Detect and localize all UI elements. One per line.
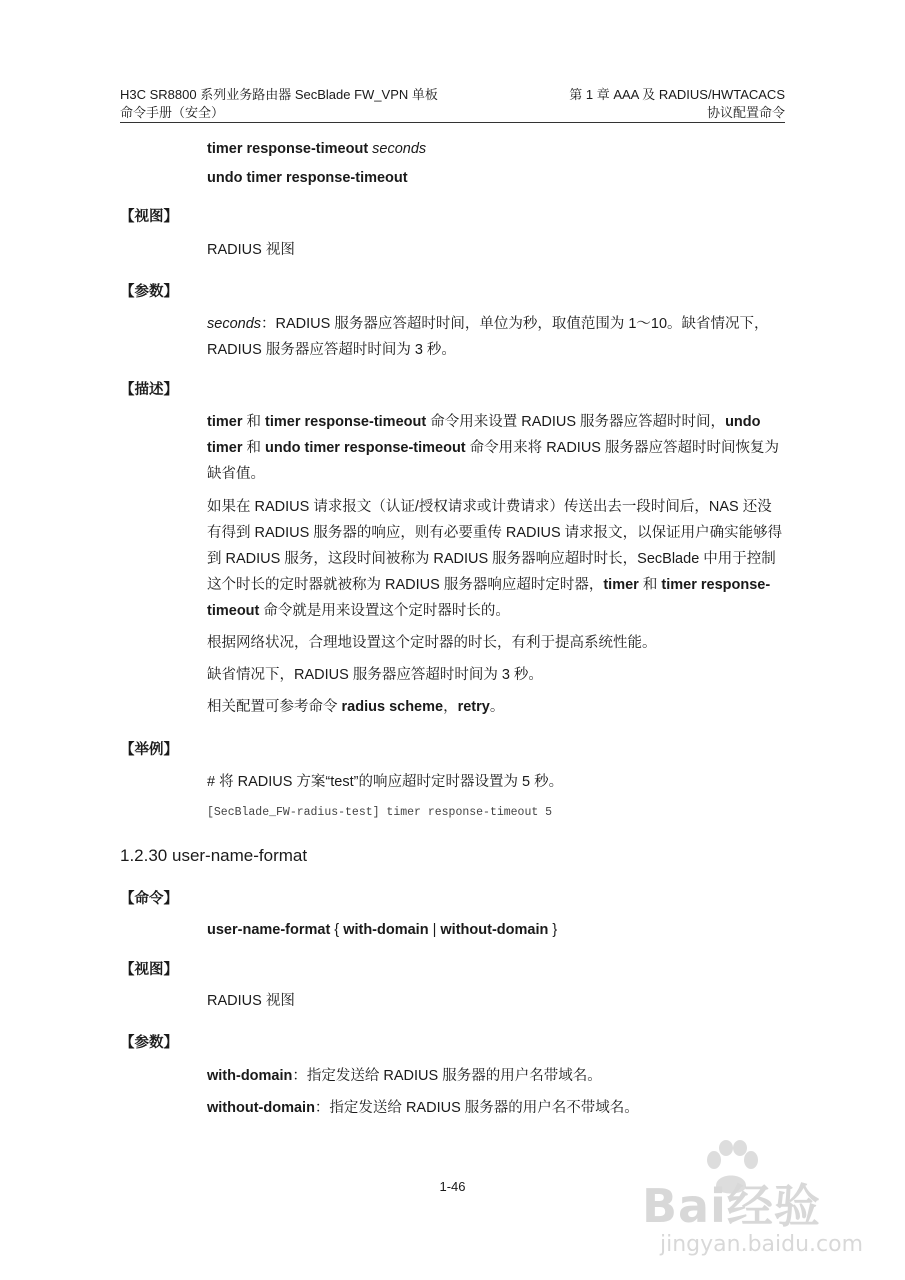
example-heading: 【举例】 (120, 742, 178, 758)
text: } (548, 922, 558, 938)
description-heading: 【描述】 (120, 382, 178, 398)
text: 。 (489, 699, 505, 715)
text: 相关配置可参考命令 (207, 699, 342, 715)
text: 如果在 RADIUS 请求报文（认证/授权请求或计费请求）传送出去一段时间后，NAS 还没有得到 RADIUS 服务器的响应，则有必要重传 RADIUS 请求报文，以保证用户确实能够得到 RADIUS 服务，这段时间被称为 RADIUS 服务器响应超时时长，SecBlade 中用于控制这个时长的定时器就被称为 RADIUS 服务器响应超时定时器， (207, 499, 783, 593)
command-heading: 【命令】 (120, 891, 178, 907)
keyword-user-name-format: user-name-format (207, 922, 331, 938)
keyword-undo-timer-response-timeout: undo timer response-timeout (265, 440, 466, 456)
keyword-with-domain: with-domain (207, 1068, 293, 1084)
keyword-timer: timer (207, 414, 243, 430)
text: { (330, 922, 344, 938)
example-code: [SecBlade_FW-radius-test] timer response-timeout 5 (207, 806, 553, 819)
view-value: RADIUS 视图 (207, 242, 295, 258)
command-argument: seconds (372, 141, 427, 157)
keyword-undo-timer: undo timer (207, 414, 761, 456)
parameter-description (207, 311, 785, 363)
text: ， (443, 699, 458, 715)
text: ：指定发送给 RADIUS 服务器的用户名带域名。 (292, 1068, 602, 1084)
text: ：指定发送给 RADIUS 服务器的用户名不带域名。 (314, 1100, 639, 1116)
undo-command: undo timer response-timeout (207, 170, 408, 186)
description-paragraph-1 (207, 409, 785, 487)
parameter-without-domain (207, 1098, 639, 1119)
parameter-name: seconds (207, 316, 262, 332)
view-heading: 【视图】 (120, 209, 178, 225)
keyword-timer: timer (603, 577, 639, 593)
command-syntax (207, 920, 557, 941)
example-comment: # 将 RADIUS 方案“test”的响应超时定时器设置为 5 秒。 (207, 774, 564, 790)
keyword-retry: retry (457, 699, 490, 715)
parameters-heading-2: 【参数】 (120, 1035, 178, 1051)
text: 和 (638, 577, 662, 593)
parameters-heading: 【参数】 (120, 284, 178, 300)
header-right-line2: 协议配置命令 (706, 105, 785, 120)
view-heading-2: 【视图】 (120, 962, 178, 978)
header-left-line2: 命令手册（安全） (120, 105, 225, 120)
watermark-url: jingyan.baidu.com (660, 1232, 864, 1257)
keyword-timer-response-timeout: timer response-timeout (265, 414, 427, 430)
keyword-timer-response-timeout: timer response-timeout (207, 577, 771, 619)
header-left-line1: H3C SR8800 系列业务路由器 SecBlade FW_VPN 单板 (120, 87, 438, 102)
keyword-radius-scheme: radius scheme (341, 699, 444, 715)
header-rule (120, 122, 785, 123)
watermark-brand: Bai经验 (642, 1179, 821, 1233)
keyword-with-domain: with-domain (343, 922, 429, 938)
view-value-2: RADIUS 视图 (207, 993, 295, 1009)
text: 和 (242, 414, 266, 430)
text: 和 (242, 440, 266, 456)
keyword-without-domain: without-domain (440, 922, 549, 938)
description-paragraph-4: 缺省情况下，RADIUS 服务器应答超时时间为 3 秒。 (207, 667, 543, 683)
text: 命令用来将 RADIUS 服务器应答超时时间恢复为缺省值。 (207, 440, 780, 482)
page-number: 1-46 (439, 1179, 466, 1194)
command-keyword: timer response-timeout (207, 141, 373, 157)
parameter-text: ：RADIUS 服务器应答超时时间，单位为秒，取值范围为 1～10。缺省情况下，RADIUS 服务器应答超时时间为 3 秒。 (207, 316, 769, 358)
description-paragraph-3: 根据网络状况，合理地设置这个定时器的时长，有利于提高系统性能。 (207, 635, 657, 651)
command-line-2 (207, 168, 408, 189)
text: 命令用来设置 RADIUS 服务器应答超时时间， (426, 414, 726, 430)
description-paragraph-2 (207, 494, 785, 624)
keyword-without-domain: without-domain (207, 1100, 315, 1116)
text: 命令就是用来设置这个定时器时长的。 (259, 603, 510, 619)
header-right-line1: 第 1 章 AAA 及 RADIUS/HWTACACS (569, 87, 785, 102)
text: | (428, 922, 441, 938)
command-line-1 (207, 139, 426, 160)
section-title: 1.2.30 user-name-format (120, 846, 308, 865)
parameter-with-domain (207, 1066, 602, 1087)
description-paragraph-5 (207, 694, 785, 720)
baidu-watermark (612, 1140, 882, 1270)
